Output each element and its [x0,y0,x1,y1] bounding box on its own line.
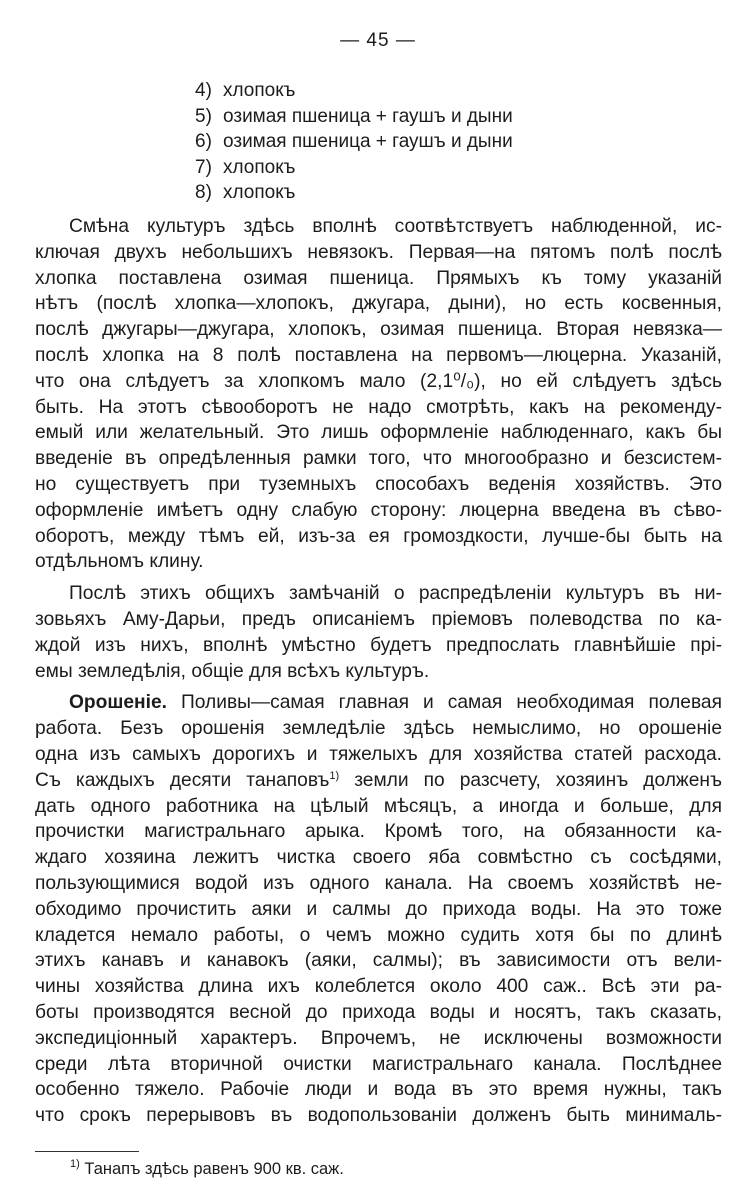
list-item-text: хлопокъ [223,80,296,101]
text-line: среди лѣта вторичной очистки магистральнаго канала. Послѣднее [35,1053,722,1075]
text-line: быть. На этотъ сѣвооборотъ не надо смотрѣть, какъ на рекоменду- [35,396,722,418]
footnote-text: Танапъ здѣсь равенъ 900 кв. саж. [79,1160,344,1178]
list-item [195,155,513,181]
list-item-text: озимая пшеница + гаушъ и дыни [223,131,513,152]
footnote-reference[interactable]: 1) [329,769,340,782]
footnote-divider [35,1151,139,1152]
list-item-number: 7) [195,156,212,178]
list-item-number: 5) [195,105,212,127]
text-line: что срокъ перерывовъ въ водопользованіи долженъ быть минималь- [35,1105,722,1127]
text-line: послѣ хлопка на 8 полѣ поставлена на первомъ—люцерна. Указаній, [35,344,722,366]
list-item [195,104,513,130]
list-item [195,129,513,155]
text-line: хлопка поставлена озимая пшеница. Прямыхъ къ тому указаній [35,267,722,289]
list-item [195,180,513,206]
body-text [35,214,722,1129]
text-line: обходимо прочистить аяки и салмы до прихода воды. На это тоже [35,898,722,920]
paragraph-crop-rotation [35,214,722,575]
text-line: оборотъ, между тѣмъ ей, изъ-за ея громоздкости, лучше-бы быть на [35,525,722,547]
text-line: ждаго хозяина лежитъ чистка своего яба совмѣстно съ сосѣдями, [35,847,722,869]
text-span: Съ каждыхъ десяти танаповъ [35,769,330,791]
text-line [35,768,722,794]
text-line: чины хозяйства длина ихъ колеблется около 400 саж.. Всѣ эти ра- [35,976,722,998]
text-line: пользующимися водой изъ одного канала. На своемъ хозяйствѣ не- [35,872,722,894]
section-heading: Орошеніе. [69,692,167,714]
text-line: емы земледѣлія, общіе для всѣхъ культуръ. [35,660,430,682]
text-line: ждой изъ нихъ, вполнѣ умѣстно будетъ предпослать главнѣйшіе прі- [35,634,722,656]
list-item-text: озимая пшеница + гаушъ и дыни [223,105,513,127]
text-line: Послѣ этихъ общихъ замѣчаній о распредѣленіи культуръ въ ни- [69,583,722,605]
list-item-text: хлопокъ [223,182,296,203]
text-line: прочистки магистральнаго арыка. Кромѣ того, на обязанности ка- [35,821,722,843]
text-line: послѣ джугары—джугара, хлопокъ, озимая пшеница. Вторая невязка— [35,319,722,341]
text-line: кладется немало работы, о чемъ можно судить хотя бы по длинѣ [35,924,722,946]
text-span: Поливы—самая главная и самая необходимая полевая [166,692,722,714]
paragraph-general-remarks [35,581,722,684]
text-line: но существуетъ при туземныхъ способахъ веденія хозяйствъ. Это [35,473,722,495]
list-item-text: хлопокъ [223,156,296,178]
text-span: земли по разсчету, хозяинъ долженъ [339,769,723,791]
text-line: боты производятся весной до прихода воды и носятъ, такъ сказать, [35,1001,722,1023]
list-item-number: 6) [195,131,212,152]
crop-rotation-list [195,78,513,206]
text-line: работа. Безъ орошенія земледѣліе здѣсь немыслимо, но орошеніе [35,718,722,740]
text-line: экспедиціонный характеръ. Впрочемъ, не исключены возможности [35,1027,722,1049]
list-item-number: 4) [195,80,212,101]
text-line [35,690,722,716]
text-line: введеніе въ опредѣленныя рамки того, что многообразно и безсистем- [35,448,722,470]
paragraph-irrigation [35,690,722,1129]
text-line: емый или желательный. Это лишь оформленіе наблюденнаго, какъ бы [35,422,722,444]
footnote [70,1158,344,1180]
text-line: оформленіе имѣетъ одну слабую сторону: люцерна введена въ сѣво- [35,499,722,521]
text-line: дать одного работника на цѣлый мѣсяцъ, а иногда и больше, для [35,795,722,817]
text-line: нѣтъ (послѣ хлопка—хлопокъ, джугара, дыни), но есть косвенныя, [35,293,722,315]
page-number: — 45 — [340,30,416,51]
text-line: отдѣльномъ клину. [35,551,204,573]
text-line: одна изъ самыхъ дорогихъ и тяжелыхъ для хозяйства статей расхода. [35,743,722,765]
text-line: зовьяхъ Аму-Дарьи, предъ описаніемъ пріемовъ полеводства по ка- [35,608,722,630]
text-line: этихъ канавъ и канавокъ (аяки, салмы); въ зависимости отъ вели- [35,950,722,972]
text-line: Смѣна культуръ здѣсь вполнѣ соотвѣтствуетъ наблюденной, ис- [69,216,722,237]
footnote-marker: 1) [70,1158,80,1170]
text-line: особенно тяжело. Рабочіе люди и вода въ это время нужны, такъ [35,1079,722,1101]
list-item [195,78,513,104]
text-line: ключая двухъ небольшихъ невязокъ. Первая—на пятомъ полѣ послѣ [35,241,722,263]
text-line: что она слѣдуетъ за хлопкомъ мало (2,1⁰/₀), но ей слѣдуетъ здѣсь [35,370,722,392]
list-item-number: 8) [195,182,212,203]
